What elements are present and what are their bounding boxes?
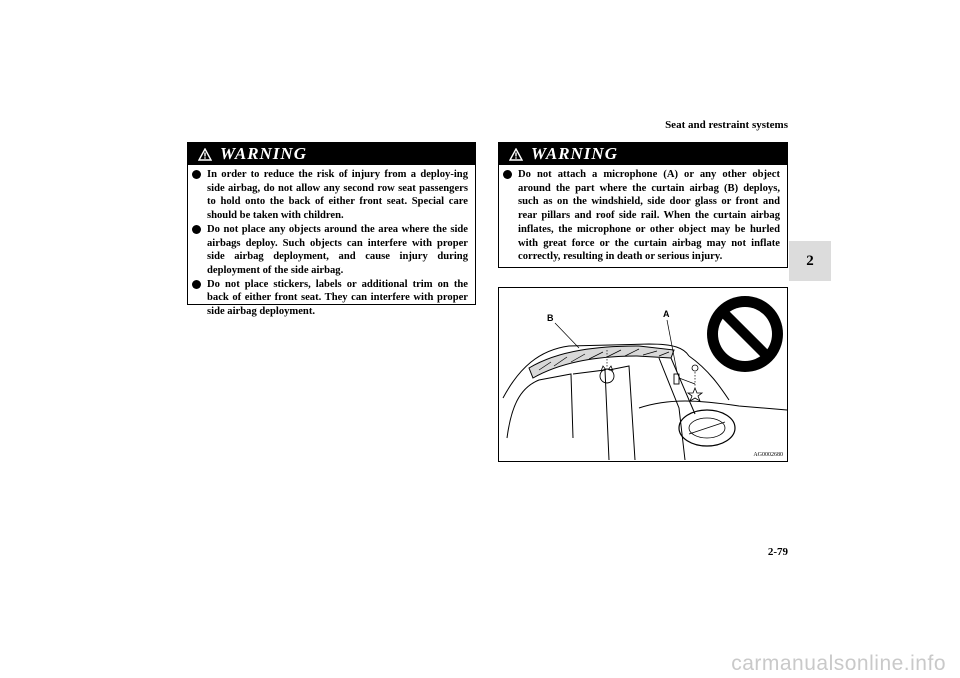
warning-item <box>192 223 468 278</box>
warning-item <box>503 168 780 264</box>
warning-triangle-icon <box>509 148 523 161</box>
curtain-airbag-illustration <box>498 287 788 462</box>
page-number: 2-79 <box>767 546 788 558</box>
warning-body <box>188 165 475 323</box>
warning-item-text: In order to reduce the risk of injury from a deploy-ing side airbag, do not allow any second row seat passengers to hold onto the back of either front seat. Special care should be taken with children. <box>207 169 468 222</box>
prohibition-icon <box>707 296 783 372</box>
warning-body <box>499 165 787 268</box>
warning-box-left <box>187 142 476 318</box>
chapter-tab <box>789 241 831 281</box>
warning-title: WARNING <box>531 144 618 164</box>
label-b: B <box>547 313 554 323</box>
warning-header <box>499 143 787 165</box>
footer-watermark: carmanualsonline.info <box>731 652 946 675</box>
label-a: A <box>663 309 670 319</box>
section-header: Seat and restraint systems <box>665 119 788 131</box>
warning-item-text: Do not attach a microphone (A) or any other object around the part where the curtain airbag (B) deploys, such as on the windshield, side door glass or front and rear pillars and roof side rail. When the curtain airbag inflates, the microphone or other object may be hurled with great force or the curtain airbag may not inflate correctly, resulting in death or serious injury. <box>518 169 780 263</box>
chapter-tab-label: 2 <box>806 252 814 269</box>
bullet-icon <box>192 170 201 179</box>
bullet-icon <box>192 225 201 234</box>
figure-code: AG0002680 <box>753 452 783 458</box>
warning-triangle-icon <box>198 148 212 161</box>
car-interior-drawing <box>499 288 787 461</box>
warning-item-text: Do not place stickers, labels or additional trim on the back of either front seat. They can interfere with proper side airbag deployment. <box>207 278 468 318</box>
bullet-icon <box>503 170 512 179</box>
warning-item <box>192 168 468 223</box>
warning-item-text: Do not place any objects around the area where the side airbags deploy. Such objects can interfere with proper side airbag deployment, and cause injury during deployment of the side airbag. <box>207 223 468 276</box>
warning-title: WARNING <box>220 144 307 164</box>
bullet-icon <box>192 280 201 289</box>
warning-box-right <box>498 142 788 268</box>
warning-header <box>188 143 475 165</box>
warning-item <box>192 278 468 319</box>
